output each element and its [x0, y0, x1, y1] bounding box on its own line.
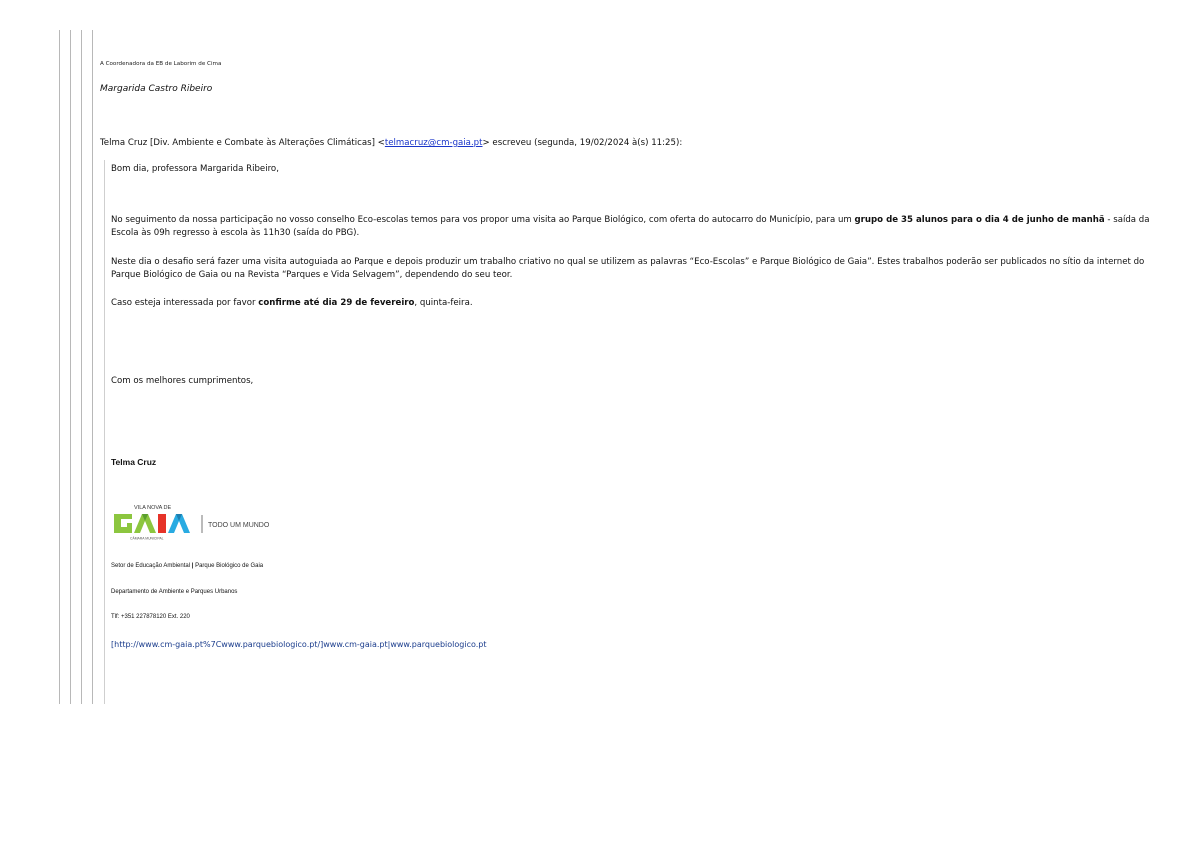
sector-separator: |: [191, 563, 194, 569]
phone-line: Tlf: +351 227878120 Ext. 220: [111, 614, 190, 620]
department-line: Departamento de Ambiente e Parques Urbanos: [111, 589, 238, 595]
paragraph-visit-text: No seguimento da nossa participação no vosso conselho Eco-escolas temos para vos propor uma visita ao Parque Biológico, com oferta do autocarro do Município, para um: [111, 215, 855, 225]
quote-header-suffix: > escreveu (segunda, 19/02/2024 à(s) 11:25):: [482, 138, 683, 148]
paragraph-visit-bold: grupo de 35 alunos para o dia 4 de junho de manhã: [854, 215, 1105, 225]
logo-letter-g: [114, 514, 132, 533]
logo-letter-i: [158, 514, 166, 533]
gaia-logo: [112, 502, 287, 542]
logo-top-text: VILA NOVA DE: [134, 505, 172, 511]
greeting: Bom dia, professora Margarida Ribeiro,: [111, 164, 279, 174]
closing: Com os melhores cumprimentos,: [111, 376, 254, 386]
quote-header-prefix: Telma Cruz [Div. Ambiente e Combate às Alterações Climáticas] <: [100, 138, 385, 148]
quote-bar: [104, 160, 105, 704]
logo-sub-text: CÂMARA MUNICIPAL: [130, 536, 164, 541]
paragraph-challenge: Neste dia o desafio será fazer uma visita autoguiada ao Parque e depois produzir um trabalho criativo no qual se utilizem as palavras “Eco-Escolas” e Parque Biológico de Gaia”. Estes trabalhos poderão ser publicados no sítio da internet do Parque Biológico de Gaia ou na Revista “Parques e Vida Selvagem”, dependendo do seu teor.: [111, 257, 1145, 280]
quote-bar: [70, 30, 71, 704]
paragraph-visit-text-end: - saída da Escola às 09h regresso à escola às 11h30 (saída do PBG).: [111, 215, 1150, 238]
website-links[interactable]: [http://www.cm-gaia.pt%7Cwww.parquebiologico.pt/]www.cm-gaia.pt|www.parquebiologico.pt: [111, 640, 487, 649]
sector-name: Setor de Educação Ambiental: [111, 563, 191, 569]
quote-bar: [81, 30, 82, 704]
paragraph-confirm-bold: confirme até dia 29 de fevereiro: [258, 298, 415, 308]
sector-line: [111, 563, 263, 569]
coordinator-title: A Coordenadora da EB de Laborim de Cima: [100, 61, 222, 67]
gaia-logo-graphic: [112, 502, 287, 542]
paragraph-confirm: [111, 297, 1151, 310]
logo-slogan: TODO UM MUNDO: [208, 522, 270, 529]
sender-email-link[interactable]: telmacruz@cm-gaia.pt: [384, 138, 483, 148]
quote-bar: [92, 30, 93, 704]
paragraph-confirm-text: Caso esteja interessada por favor: [111, 298, 259, 308]
coordinator-name: Margarida Castro Ribeiro: [100, 84, 213, 94]
sender-name: Telma Cruz: [111, 457, 157, 467]
quote-header: [100, 138, 682, 148]
paragraph-confirm-text-end: , quinta-feira.: [414, 298, 473, 308]
quote-bar: [59, 30, 60, 704]
paragraph-visit: [111, 214, 1151, 240]
park-name: Parque Biológico de Gaia: [195, 563, 264, 569]
